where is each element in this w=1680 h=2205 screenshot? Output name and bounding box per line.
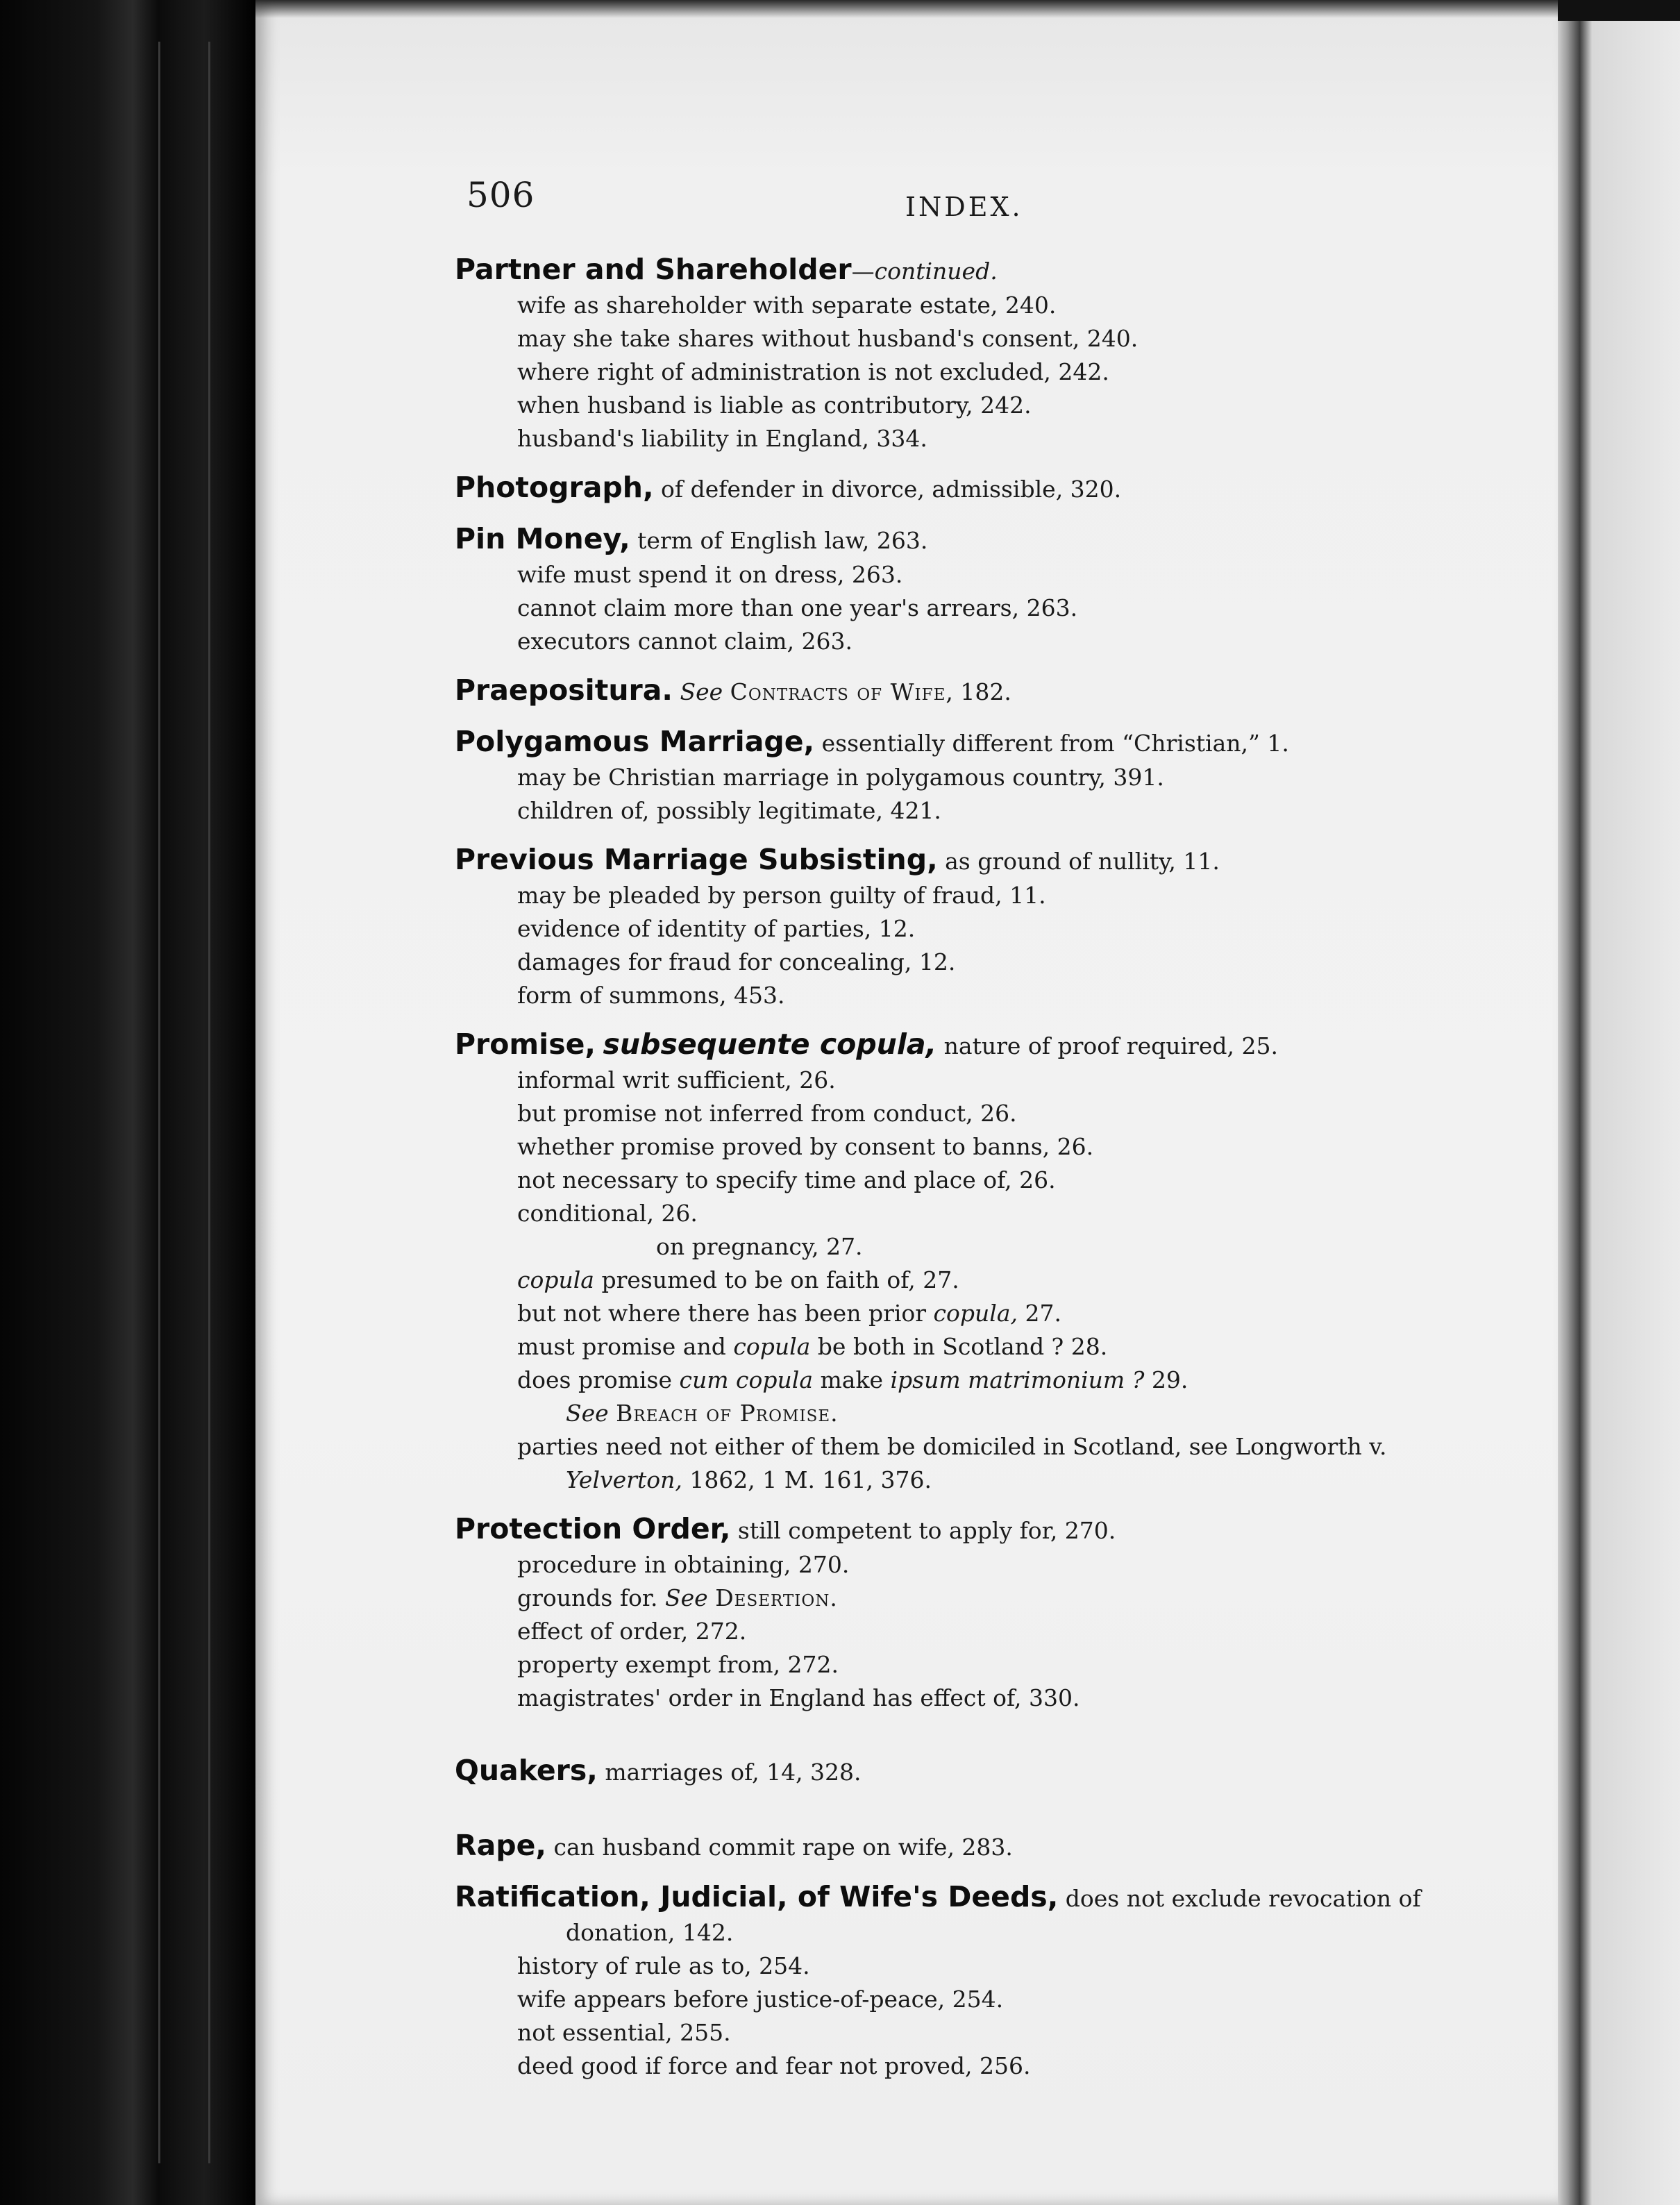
- entry-text: essentially different from “Christian,” 1.: [814, 730, 1289, 757]
- sub-entry: wife appears before justice-of-peace, 254.: [517, 1986, 1004, 2013]
- entry-headword-italic: subsequente copula,: [603, 1028, 937, 1061]
- entry-headword: Quakers,: [455, 1754, 598, 1787]
- index-entry: [455, 1025, 1444, 1497]
- sub-entry: [455, 1364, 1444, 1397]
- index-entry: [455, 1509, 1444, 1715]
- entry-headword: Ratification, Judicial, of Wife's Deeds,: [455, 1880, 1059, 1913]
- sub-entry: but promise not inferred from conduct, 26.: [517, 1100, 1017, 1127]
- cross-reference: Contracts of Wife: [730, 678, 946, 705]
- entry-text: but not where there has been prior: [517, 1300, 934, 1327]
- sub-entry: may be pleaded by person guilty of fraud, 11.: [517, 882, 1046, 909]
- entry-headword: Partner and Shareholder: [455, 253, 852, 286]
- entry-heading-line: [455, 1025, 1444, 1064]
- running-head: INDEX.: [905, 192, 1023, 222]
- sub-entry: wife must spend it on dress, 263.: [517, 561, 903, 588]
- sub-entry: history of rule as to, 254.: [517, 1952, 810, 1979]
- entry-text: —: [851, 258, 875, 285]
- entry-heading-line: [455, 840, 1444, 879]
- sub-entry: [455, 1582, 1444, 1615]
- sub-entry: form of summons, 453.: [517, 982, 785, 1009]
- sub-entry: [455, 1330, 1444, 1364]
- sub-entry: procedure in obtaining, 270.: [517, 1551, 850, 1578]
- sub-entry: deed good if force and fear not proved, 256.: [517, 2052, 1031, 2079]
- index-entry: [455, 250, 1444, 455]
- entry-text: continued.: [874, 258, 998, 285]
- index-entry: [455, 468, 1444, 507]
- entry-text: 27.: [1017, 1300, 1061, 1327]
- entry-headword: Photograph,: [455, 471, 654, 504]
- entry-heading-line: [455, 1877, 1444, 1916]
- cross-reference: Desertion: [715, 1584, 830, 1611]
- entry-heading-line: [455, 1751, 1444, 1790]
- sub-entry: [455, 1297, 1444, 1330]
- entry-text: nature of proof required, 25.: [936, 1032, 1278, 1059]
- entry-text: does not exclude revocation of: [1058, 1885, 1421, 1912]
- sub-entry: conditional, 26.: [517, 1200, 698, 1227]
- entry-headword: Praepositura.: [455, 673, 673, 707]
- entry-heading-line: [455, 468, 1444, 507]
- sub-entry: executors cannot claim, 263.: [517, 628, 853, 655]
- index-entry: [455, 1751, 1444, 1790]
- entry-text: .: [830, 1584, 837, 1611]
- entry-headword: Pin Money,: [455, 522, 630, 555]
- entry-text: term of English law, 263.: [630, 527, 928, 554]
- page-number: 506: [467, 175, 535, 215]
- sub-entry: magistrates' order in England has effect of, 330.: [517, 1684, 1080, 1711]
- case-name: Yelverton,: [566, 1466, 682, 1493]
- index-entry: [455, 671, 1444, 710]
- latin-term: copula: [733, 1333, 811, 1360]
- sub-entry: property exempt from, 272.: [517, 1651, 839, 1678]
- entry-headword: Protection Order,: [455, 1512, 731, 1545]
- see-reference: See: [665, 1584, 708, 1611]
- book-binding: [0, 0, 255, 2205]
- latin-term: copula: [517, 1266, 594, 1293]
- latin-term: copula,: [933, 1300, 1018, 1327]
- page-header: [467, 175, 1091, 230]
- sub-entry: may be Christian marriage in polygamous country, 391.: [517, 764, 1164, 791]
- entry-text: of defender in divorce, admissible, 320.: [653, 476, 1122, 503]
- binding-edge: [158, 42, 160, 2163]
- entry-heading-line: [455, 250, 1444, 289]
- entry-text: 1862, 1 M. 161, 376.: [682, 1466, 932, 1493]
- entry-headword: Polygamous Marriage,: [455, 725, 815, 758]
- see-reference: See: [680, 678, 723, 705]
- entry-headword: Promise,: [455, 1028, 596, 1061]
- sub-entry: whether promise proved by consent to banns, 26.: [517, 1133, 1094, 1160]
- sub-entry: where right of administration is not excluded, 242.: [517, 358, 1109, 385]
- entry-text: be both in Scotland ? 28.: [810, 1333, 1108, 1360]
- index-entry: [455, 1826, 1444, 1865]
- entry-text: still competent to apply for, 270.: [730, 1517, 1116, 1544]
- index-entry: [455, 519, 1444, 658]
- sub-entry: on pregnancy, 27.: [656, 1233, 863, 1260]
- binding-edge: [208, 42, 210, 2163]
- entry-heading-line: [455, 1509, 1444, 1548]
- sub-entry: [455, 1397, 1444, 1430]
- latin-term: cum copula: [679, 1366, 813, 1393]
- latin-term: ipsum matrimonium ?: [890, 1366, 1145, 1393]
- sub-entry: parties need not either of them be domiciled in Scotland, see Longworth v.: [517, 1433, 1387, 1460]
- entry-text: make: [813, 1366, 891, 1393]
- sub-entry: may she take shares without husband's consent, 240.: [517, 325, 1139, 352]
- entry-heading-line: [455, 519, 1444, 558]
- entry-text: as ground of nullity, 11.: [937, 848, 1220, 875]
- entry-headword: Rape,: [455, 1829, 546, 1862]
- entry-heading-line: [455, 1826, 1444, 1865]
- sub-entry: wife as shareholder with separate estate, 240.: [517, 292, 1057, 319]
- sub-entry: children of, possibly legitimate, 421.: [517, 797, 941, 824]
- sub-entry: husband's liability in England, 334.: [517, 425, 927, 452]
- sub-entry: [455, 1264, 1444, 1297]
- index-content: [455, 250, 1444, 2083]
- entry-text: , 182.: [946, 678, 1011, 705]
- sub-entry: effect of order, 272.: [517, 1618, 747, 1645]
- entry-text: must promise and: [517, 1333, 734, 1360]
- sub-entry: evidence of identity of parties, 12.: [517, 915, 916, 942]
- sub-entry: damages for fraud for concealing, 12.: [517, 948, 956, 975]
- entry-text: presumed to be on faith of, 27.: [594, 1266, 959, 1293]
- sub-entry: not necessary to specify time and place of, 26.: [517, 1166, 1056, 1193]
- sub-entry: when husband is liable as contributory, 242.: [517, 392, 1032, 419]
- next-page-edge: [1558, 21, 1680, 2205]
- index-entry: [455, 1877, 1444, 2083]
- index-entry: [455, 722, 1444, 828]
- entry-heading-line: [455, 671, 1444, 710]
- entry-text: can husband commit rape on wife, 283.: [546, 1834, 1013, 1861]
- entry-headword: Previous Marriage Subsisting,: [455, 843, 938, 876]
- entry-text: marriages of, 14, 328.: [597, 1759, 862, 1786]
- see-reference: See: [566, 1400, 609, 1427]
- sub-entry: cannot claim more than one year's arrears, 263.: [517, 594, 1078, 621]
- cross-reference: Breach of Promise: [616, 1400, 831, 1427]
- entry-text: does promise: [517, 1366, 680, 1393]
- entry-text: .: [830, 1400, 838, 1427]
- sub-entry: [455, 1464, 1444, 1497]
- sub-entry: not essential, 255.: [517, 2019, 731, 2046]
- entry-heading-line: [455, 722, 1444, 761]
- sub-entry: donation, 142.: [566, 1919, 734, 1946]
- entry-text: 29.: [1144, 1366, 1188, 1393]
- entry-text: grounds for.: [517, 1584, 658, 1611]
- sub-entry: informal writ sufficient, 26.: [517, 1066, 836, 1093]
- page-top-shadow: [255, 0, 1558, 18]
- index-entry: [455, 840, 1444, 1012]
